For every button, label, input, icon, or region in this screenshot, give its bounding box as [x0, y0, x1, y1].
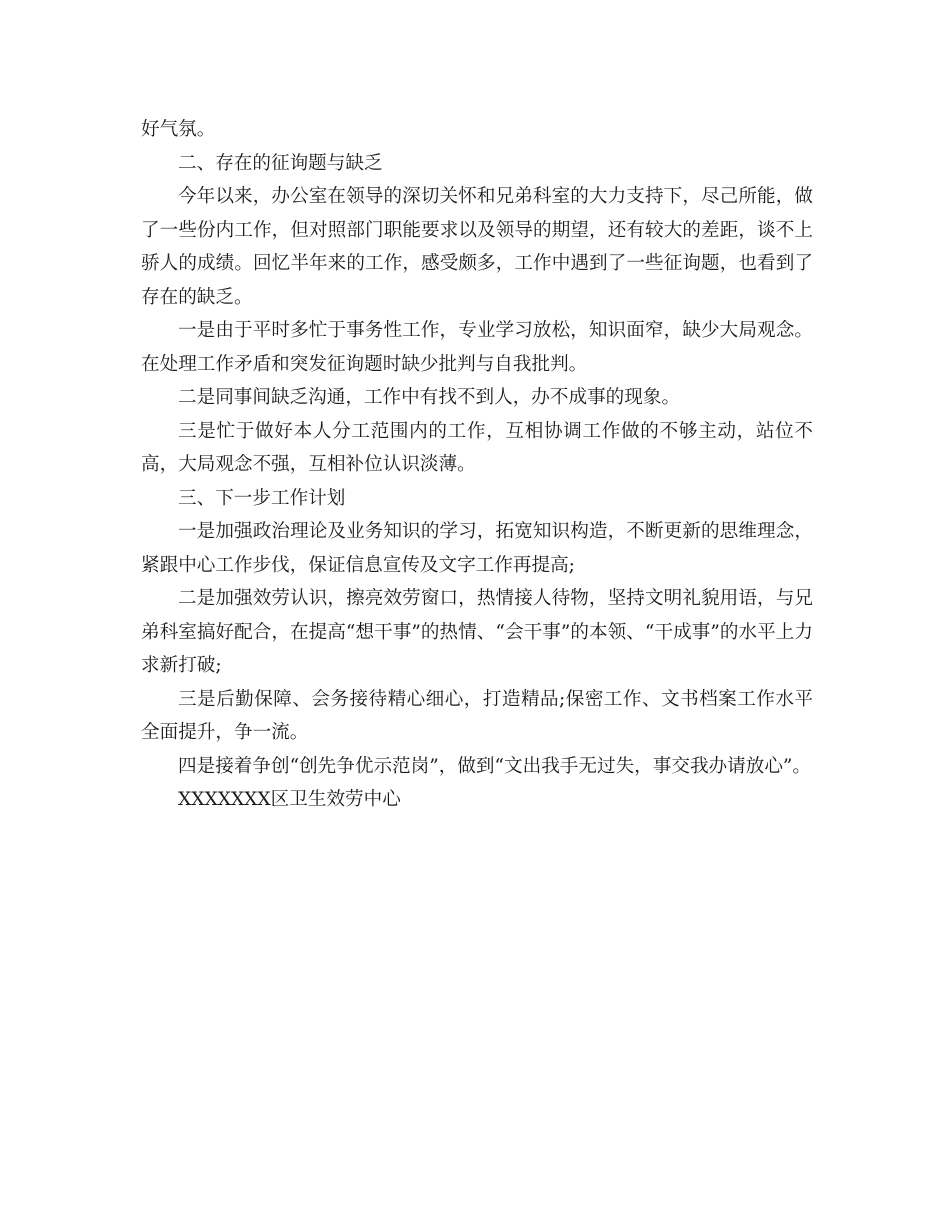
paragraph-plan-2: 二是加强效劳认识，擦亮效劳窗口，热情接人待物，坚持文明礼貌用语，与兄弟科室搞好配合，在提高“想干事”的热情、“会干事”的本领、“干成事”的水平上力求新打破;: [141, 588, 813, 676]
section-heading-plan: 三、下一步工作计划: [178, 487, 346, 509]
paragraph-intro: 今年以来，办公室在领导的深切关怀和兄弟科室的大力支持下，尽己所能，做了一些份内工作，但对照部门职能要求以及领导的期望，还有较大的差距，谈不上骄人的成绩。回忆半年来的工作，感受颇多，工作中遇到了一些征询题，也看到了存在的缺乏。: [141, 186, 813, 308]
paragraph-plan-1: 一是加强政治理论及业务知识的学习，拓宽知识构造，不断更新的思维理念，紧跟中心工作步伐，保证信息宣传及文字工作再提高;: [141, 521, 813, 576]
paragraph-problem-3: 三是忙于做好本人分工范围内的工作，互相协调工作做的不够主动，站位不高，大局观念不强，互相补位认识淡薄。: [141, 420, 813, 475]
document-body: [141, 113, 813, 817]
section-heading-problems: 二、存在的征询题与缺乏: [178, 152, 383, 174]
paragraph-continuation: 好气氛。: [141, 119, 216, 140]
paragraph-problem-1: 一是由于平时多忙于事务性工作，专业学习放松，知识面窄，缺少大局观念。在处理工作矛盾和突发征询题时缺少批判与自我批判。: [141, 320, 813, 375]
signature-organization: XXXXXXX区卫生效劳中心: [178, 789, 401, 810]
paragraph-plan-4: 四是接着争创“创先争优示范岗”，做到“文出我手无过失，事交我办请放心”。: [178, 755, 812, 777]
paragraph-plan-3: 三是后勤保障、会务接待精心细心，打造精品;保密工作、文书档案工作水平全面提升，争一流。: [141, 688, 813, 743]
paragraph-problem-2: 二是同事间缺乏沟通，工作中有找不到人，办不成事的现象。: [178, 387, 681, 408]
